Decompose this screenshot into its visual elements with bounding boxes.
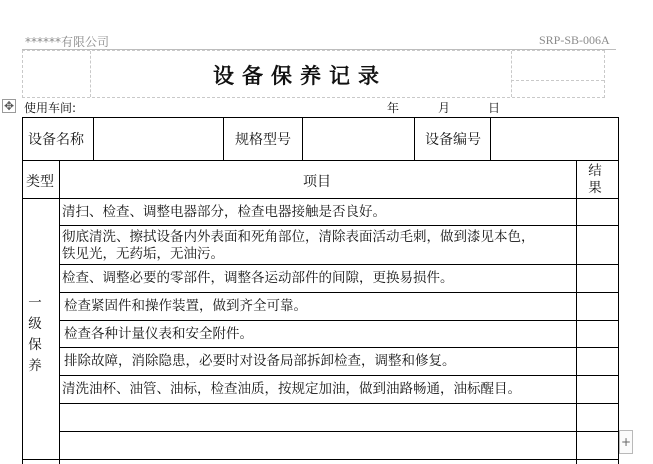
- table-rule: [59, 320, 619, 321]
- table-rule: [59, 431, 619, 432]
- item-row: 彻底清洗、擦拭设备内外表面和死角部位，清除表面活动毛刺，做到漆见本色，: [62, 229, 535, 245]
- title-grid-line: [90, 51, 91, 97]
- result-cell[interactable]: [579, 322, 616, 345]
- table-rule: [59, 292, 619, 293]
- table-rule: [22, 198, 619, 199]
- equipment-no-field[interactable]: [493, 120, 615, 157]
- table-rule: [59, 375, 619, 376]
- table-rule: [414, 117, 415, 160]
- item-row: 排除故障，消除隐患，必要时对设备局部拆卸检查，调整和修复。: [64, 353, 456, 369]
- equipment-name-label: 设备名称: [28, 132, 84, 148]
- item-row: 清洗油杯、油管、油标，检查油质，按规定加油，做到油路畅通，油标醒目。: [62, 381, 521, 397]
- plus-icon[interactable]: +: [619, 430, 633, 454]
- type-header: 类型: [26, 174, 54, 190]
- result-header: 结果: [588, 163, 602, 196]
- table-rule: [59, 264, 619, 265]
- result-cell[interactable]: [579, 294, 616, 318]
- month-label: 月: [438, 101, 451, 115]
- workshop-label: 使用车间:: [24, 101, 77, 115]
- equipment-name-field[interactable]: [96, 120, 220, 157]
- table-rule: [59, 347, 619, 348]
- spec-model-field[interactable]: [305, 120, 411, 157]
- form-title: 设备保养记录: [213, 64, 387, 88]
- table-rule: [93, 117, 94, 160]
- item-header: 项目: [303, 174, 331, 190]
- spec-model-label: 规格型号: [235, 132, 291, 148]
- table-rule: [22, 117, 619, 118]
- table-rule: [59, 225, 619, 226]
- result-cell[interactable]: [579, 377, 616, 401]
- year-label: 年: [387, 101, 400, 115]
- table-rule: [59, 160, 60, 464]
- result-cell[interactable]: [579, 349, 616, 373]
- title-grid-line: [511, 80, 604, 81]
- item-row: 清扫、检查、调整电器部分，检查电器接触是否良好。: [62, 204, 386, 220]
- item-row: 检查紧固件和操作装置，做到齐全可靠。: [64, 298, 307, 314]
- table-rule: [59, 403, 619, 404]
- day-label: 日: [488, 101, 501, 115]
- table-rule: [22, 117, 23, 464]
- equipment-no-label: 设备编号: [425, 132, 481, 148]
- title-grid-line: [511, 51, 512, 97]
- item-row: 检查、调整必要的零部件，调整各运动部件的间隙，更换易损件。: [62, 270, 454, 286]
- table-rule: [618, 117, 619, 464]
- table-rule: [22, 459, 619, 460]
- document-number: SRP-SB-006A: [539, 33, 610, 47]
- table-rule: [576, 160, 577, 464]
- table-rule: [22, 160, 619, 161]
- move-icon[interactable]: ✥: [3, 99, 15, 113]
- item-row: 检查各种计量仪表和安全附件。: [64, 326, 253, 342]
- type-value: 一级保养: [28, 295, 42, 374]
- table-rule: [302, 117, 303, 160]
- item-row-continued: 铁见光，无药垢，无油污。: [62, 246, 224, 262]
- result-cell[interactable]: [579, 200, 616, 223]
- table-rule: [223, 117, 224, 160]
- company-name: ******有限公司: [25, 35, 110, 49]
- result-cell[interactable]: [579, 227, 616, 262]
- table-rule: [490, 117, 491, 160]
- result-cell[interactable]: [579, 266, 616, 290]
